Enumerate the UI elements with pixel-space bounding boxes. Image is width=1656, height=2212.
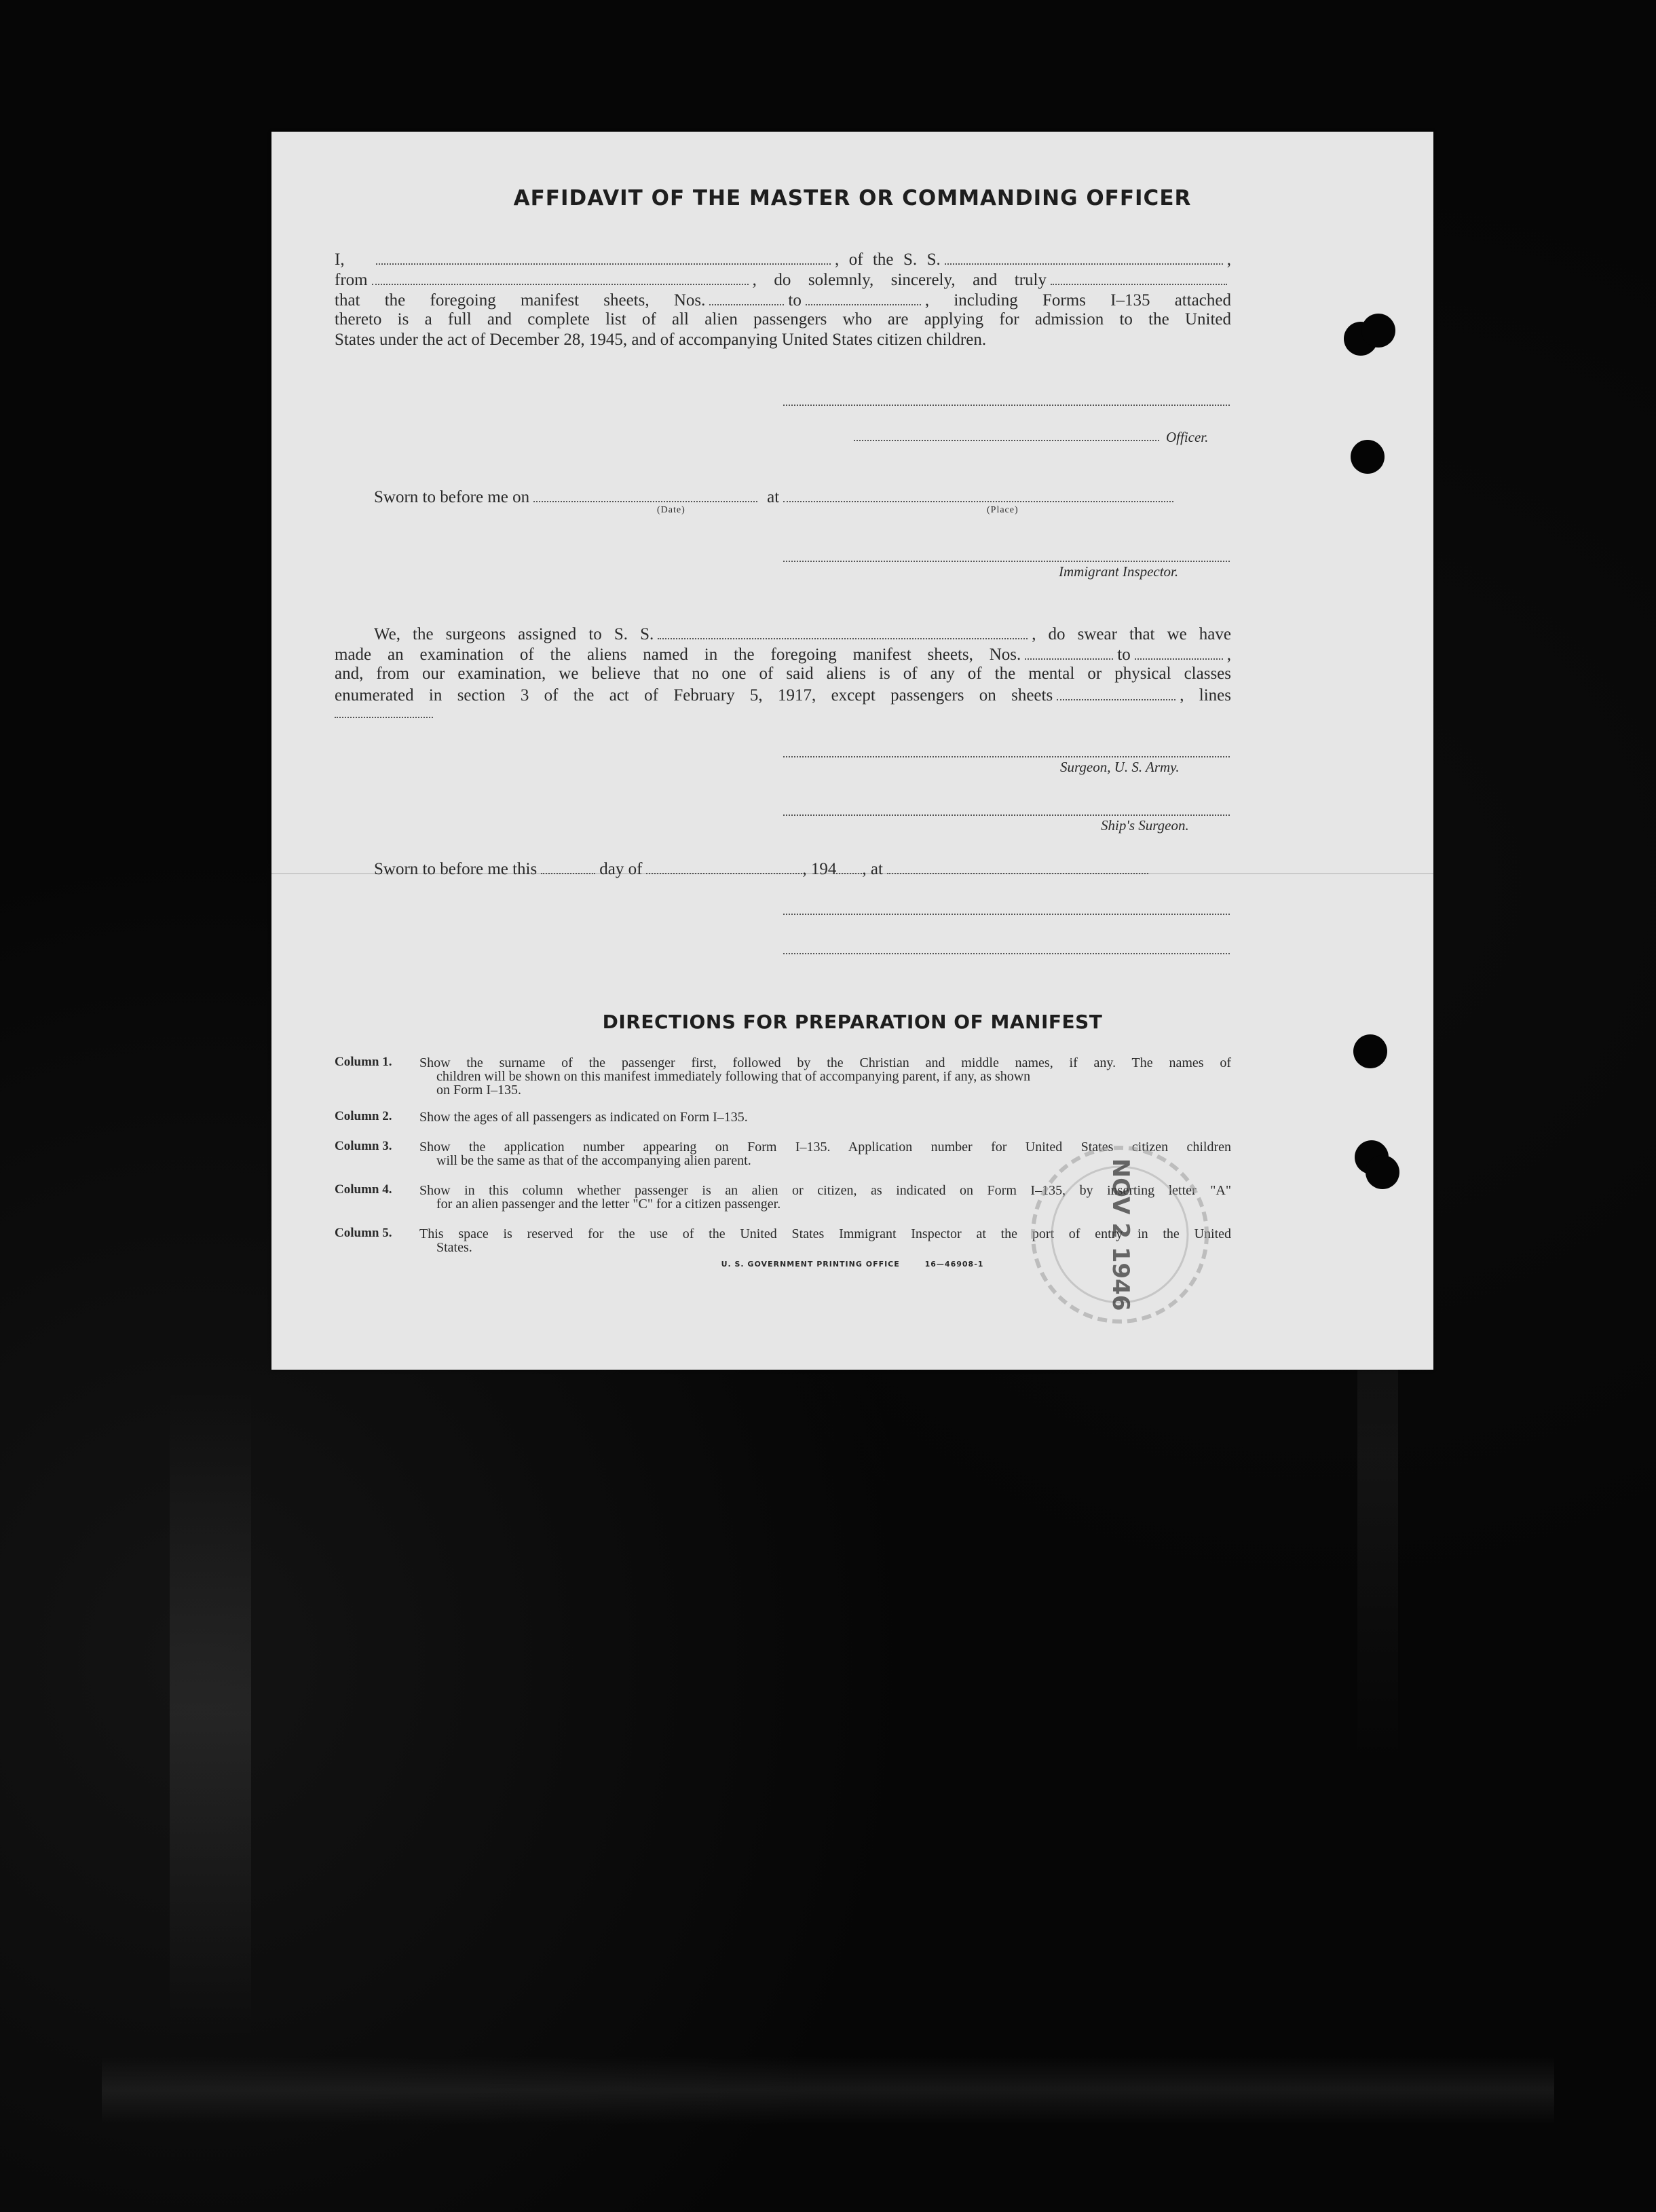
ship-name-field[interactable] (945, 248, 1223, 265)
column-3-line-1: Show the application number appearing on Form I–135. Application number for United States citizen children (419, 1140, 1231, 1155)
ship-surgeon-signature-line[interactable] (783, 814, 1230, 816)
exam-sheet-to-field[interactable] (1135, 643, 1223, 660)
sheet-to-field[interactable] (806, 289, 921, 305)
punch-hole (1361, 314, 1395, 348)
column-2-text (419, 1110, 1231, 1124)
surgeons-lines-text: , lines (1180, 686, 1232, 705)
column-3-label: Column 3. (335, 1139, 392, 1153)
directions-title: DIRECTIONS FOR PREPARATION OF MANIFEST (602, 1011, 1103, 1033)
affidavit-line-1 (335, 248, 1231, 270)
ship-surgeon-caption: Ship's Surgeon. (1101, 817, 1189, 833)
surgeons-exam-text: made an examination of the aliens named in the foregoing manifest sheets, Nos. (335, 645, 1021, 664)
column-1-label: Column 1. (335, 1055, 392, 1069)
column-1-line-3: on Form I–135. (436, 1083, 521, 1098)
inspector-caption: Immigrant Inspector. (1059, 563, 1179, 580)
surgeons-comma: , (1226, 645, 1231, 664)
surgeons-line-1 (374, 623, 1231, 645)
inspector-signature-line[interactable] (783, 561, 1230, 562)
column-3-line-2: will be the same as that of the accompanying alien parent. (436, 1153, 751, 1168)
surgeons-swear-text: , do swear that we have (1032, 625, 1231, 643)
affidavit-solemnly: , do solemnly, sincerely, and truly (752, 271, 1047, 289)
punch-hole (1366, 1155, 1399, 1189)
column-5-line-1: This space is reserved for the use of the United States Immigrant Inspector at the port of entry in the United (419, 1226, 1231, 1241)
affidavit-sheets-text: that the foregoing manifest sheets, Nos. (335, 291, 706, 310)
punch-hole (1353, 1034, 1387, 1068)
column-2-line-1: Show the ages of all passengers as indicated on Form I–135. (419, 1110, 748, 1125)
inspection-stamp (1018, 1133, 1222, 1336)
printer-imprint (271, 1260, 1433, 1269)
sworn-month-field[interactable] (646, 858, 802, 874)
surgeons-line-3: and, from our examination, we believe that no one of said aliens is of any of the mental or physical classes (335, 664, 1231, 683)
column-4-line-1: Show in this column whether passenger is an alien or citizen, as indicated on Form I–135, by inserting letter "A" (419, 1183, 1231, 1198)
film-edge-band (102, 2057, 1554, 2124)
except-lines-field[interactable] (335, 717, 433, 718)
surgeons-assigned-text: We, the surgeons assigned to S. S. (374, 625, 654, 643)
column-4-line-2: for an alien passenger and the letter "C" for a citizen passenger. (436, 1197, 781, 1212)
punch-hole (1351, 440, 1385, 474)
sworn-signature-line-1[interactable] (783, 914, 1230, 915)
sworn-signature-line-2[interactable] (783, 953, 1230, 954)
sworn-at-place-text: , at (862, 860, 883, 878)
affidavit-forms-text: , including Forms I–135 attached (924, 291, 1231, 310)
affidavit-of-ss: , of the S. S. (835, 250, 941, 269)
manifest-form-page (271, 132, 1433, 1370)
column-4-label: Column 4. (335, 1182, 392, 1197)
sworn-date-field[interactable] (533, 486, 757, 502)
affidavit-from: from (335, 271, 368, 289)
affidavit-title: AFFIDAVIT OF THE MASTER OR COMMANDING OFFICER (513, 186, 1192, 210)
army-surgeon-signature-line[interactable] (783, 756, 1230, 757)
sworn-on-line (374, 486, 1178, 508)
affidavit-line-5: States under the act of December 28, 1945, and of accompanying United States citizen children. (335, 331, 987, 349)
sworn-this-line (374, 858, 1152, 880)
place-caption: (Place) (987, 505, 1019, 515)
except-sheets-field[interactable] (1057, 684, 1175, 700)
stamp-date-text: NOV 2 1946 (1107, 1158, 1134, 1311)
sheet-from-field[interactable] (709, 289, 784, 305)
column-2-label: Column 2. (335, 1109, 392, 1123)
affidavit-line-4: thereto is a full and complete list of all alien passengers who are applying for admission to the United (335, 310, 1231, 329)
affidavit-line-2 (335, 269, 1231, 290)
sworn-this-text: Sworn to before me this (374, 860, 538, 878)
officer-signature-line[interactable] (783, 405, 1230, 406)
form-number: 16—46908-1 (924, 1260, 984, 1269)
affidavit-i: I, (335, 250, 345, 269)
affidavit-to: to (788, 291, 802, 310)
affidavit-line-3 (335, 289, 1231, 311)
sworn-place-field[interactable] (783, 486, 1173, 502)
surgeons-line-4 (335, 684, 1231, 706)
exam-sheet-from-field[interactable] (1025, 643, 1113, 660)
affidavit-comma: , (1226, 250, 1231, 269)
officer-caption: Officer. (1166, 429, 1209, 445)
sworn-on-text: Sworn to before me on (374, 488, 530, 506)
column-1-line-1: Show the surname of the passenger first, followed by the Christian and middle names, if any. The names of (419, 1055, 1231, 1070)
printer-name: U. S. GOVERNMENT PRINTING OFFICE (721, 1260, 900, 1269)
column-1-line-2: children will be shown on this manifest immediately following that of accompanying parent, if any, as shown (436, 1069, 1031, 1084)
date-caption: (Date) (657, 505, 685, 515)
army-surgeon-caption: Surgeon, U. S. Army. (1060, 759, 1180, 775)
officer-name-line[interactable] (854, 440, 1159, 441)
sworn-place-field-2[interactable] (887, 858, 1148, 874)
port-from-field[interactable] (372, 269, 749, 285)
surgeons-enumerated-text: enumerated in section 3 of the act of February 5, 1917, except passengers on sheets (335, 686, 1053, 705)
master-name-field[interactable] (376, 248, 831, 265)
sworn-day-of-text: day of (599, 860, 643, 878)
film-streak (170, 1391, 251, 2036)
column-1-text (419, 1056, 1231, 1097)
sworn-at-text: at (767, 488, 780, 506)
column-5-label: Column 5. (335, 1226, 392, 1240)
surgeons-to: to (1117, 645, 1131, 664)
surgeon-ship-field[interactable] (658, 623, 1028, 639)
sworn-year-field[interactable] (836, 858, 862, 874)
column-5-line-2: States. (436, 1240, 472, 1255)
surgeons-line-2 (335, 643, 1231, 665)
sworn-year-text: , 194 (802, 860, 837, 878)
sworn-day-field[interactable] (541, 858, 595, 874)
affidavit-blank-field[interactable] (1051, 269, 1227, 285)
